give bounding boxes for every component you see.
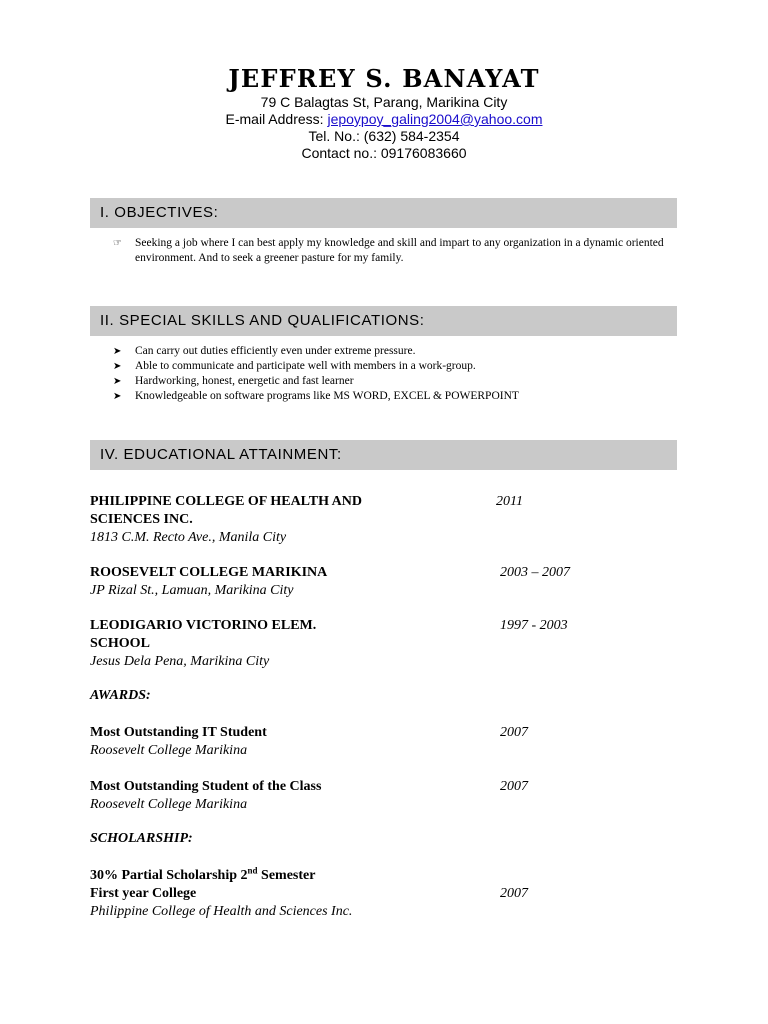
email-line <box>0 111 768 128</box>
education-entry <box>90 493 690 547</box>
skill-text: Knowledgeable on software programs like MS WORD, EXCEL & POWERPOINT <box>135 390 519 402</box>
award-year: 2007 <box>500 779 528 794</box>
applicant-name: JEFFREY S. BANAYAT <box>228 64 540 93</box>
email-label: E-mail Address: <box>225 111 328 127</box>
list-item <box>113 389 683 404</box>
scholarship-year: 2007 <box>500 886 528 901</box>
school-year: 1997 - 2003 <box>500 618 568 633</box>
award-school: Roosevelt College Marikina <box>90 797 248 812</box>
skill-text: Hardworking, honest, energetic and fast learner <box>135 375 354 387</box>
school-address: Jesus Dela Pena, Marikina City <box>90 654 270 669</box>
school-address: JP Rizal St., Lamuan, Marikina City <box>90 583 294 598</box>
arrow-bullet-icon: ➤ <box>113 391 122 402</box>
school-year: 2003 – 2007 <box>500 565 570 580</box>
arrow-bullet-icon: ➤ <box>113 361 122 372</box>
section-objectives: I. OBJECTIVES: <box>90 198 677 228</box>
list-item <box>113 374 683 389</box>
award-title: Most Outstanding IT Student <box>90 725 267 740</box>
award-entry <box>90 724 690 760</box>
award-entry <box>90 778 690 814</box>
section-skills: II. SPECIAL SKILLS AND QUALIFICATIONS: <box>90 306 677 336</box>
school-address: 1813 C.M. Recto Ave., Manila City <box>90 530 287 545</box>
award-title: Most Outstanding Student of the Class <box>90 779 322 794</box>
awards-heading: AWARDS: <box>90 688 151 703</box>
award-school: Roosevelt College Marikina <box>90 743 248 758</box>
scholarship-title <box>90 867 450 885</box>
skill-text: Able to communicate and participate well with members in a work-group. <box>135 360 476 372</box>
scholarship-title-text: 30% Partial Scholarship 2 <box>90 868 248 883</box>
telephone: Tel. No.: (632) 584-2354 <box>308 128 460 144</box>
email-link[interactable]: jepoypoy_galing2004@yahoo.com <box>327 111 543 127</box>
school-name: PHILIPPINE COLLEGE OF HEALTH AND SCIENCES INC. <box>90 494 363 527</box>
scholarship-heading: SCHOLARSHIP: <box>90 831 193 846</box>
arrow-bullet-icon: ➤ <box>113 346 122 357</box>
school-year: 2011 <box>496 494 523 509</box>
list-item <box>113 236 683 266</box>
section-education: IV. EDUCATIONAL ATTAINMENT: <box>90 440 677 470</box>
scholarship-level: First year College <box>90 886 197 901</box>
ordinal-suffix: nd <box>247 865 258 876</box>
skills-list <box>113 344 683 404</box>
scholarship-title-end: Semester <box>257 868 316 883</box>
education-entry <box>90 564 690 600</box>
skill-text: Can carry out duties efficiently even under extreme pressure. <box>135 345 416 357</box>
list-item <box>113 359 683 374</box>
list-item <box>113 344 683 359</box>
arrow-bullet-icon: ➤ <box>113 376 122 387</box>
contact-number: Contact no.: 09176083660 <box>301 145 467 161</box>
award-year: 2007 <box>500 725 528 740</box>
pointing-hand-icon: ☞ <box>113 238 122 249</box>
objective-text: Seeking a job where I can best apply my knowledge and skill and impart to any organization in a dynamic oriented environment. And to seek a greener pasture for my family. <box>135 237 664 264</box>
scholarship-school: Philippine College of Health and Sciences Inc. <box>90 904 353 919</box>
scholarship-entry <box>90 867 690 921</box>
school-name: ROOSEVELT COLLEGE MARIKINA <box>90 565 328 580</box>
education-entry <box>90 617 690 671</box>
school-name: LEODIGARIO VICTORINO ELEM. SCHOOL <box>90 618 317 651</box>
objectives-list <box>113 236 683 266</box>
address: 79 C Balagtas St, Parang, Marikina City <box>260 94 508 110</box>
resume-header <box>0 64 768 162</box>
